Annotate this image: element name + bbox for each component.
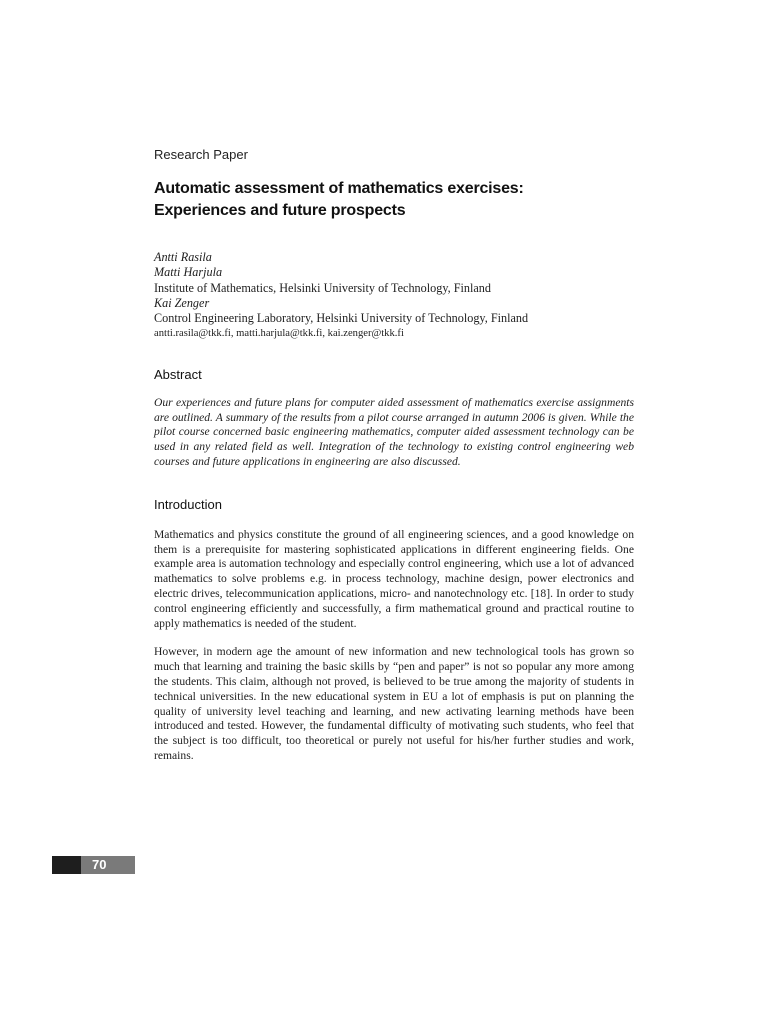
author-block [154,250,634,342]
author-name: Antti Rasila [154,250,212,264]
paper-title-line-2: Experiences and future prospects [154,202,406,219]
body-paragraph: However, in modern age the amount of new information and new technological tools has grown so much that learning and training the basic skills by “pen and paper” is not so popular any more among the students. This claim, although not proved, is believed to be true among the majority of students in technical universities. In the new educational system in EU a lot of emphasis is put on planning the quality of university level teaching and learning, and new activating learning methods have been introduced and tested. However, the fundamental difficulty of motivating such students, who feel that the subject is too difficult, too theoretical or purely not useful for his/her further studies and work, remains. [154,645,634,762]
author-affiliation: Institute of Mathematics, Helsinki University of Technology, Finland [154,280,491,295]
abstract-text: Our experiences and future plans for computer aided assessment of mathematics exercise assignments are outlined. A summary of the results from a pilot course arranged in autumn 2006 is given. While the pilot course concerned basic engineering mathematics, computer aided assessment technology can be used in any related field as well. Integration of the technology to existing control engineering web courses and future applications in engineering are also discussed. [154,395,634,468]
paper-title-line-1: Automatic assessment of mathematics exercises: [154,180,524,197]
page-number-bar [52,856,135,874]
body-paragraph: Mathematics and physics constitute the ground of all engineering sciences, and a good knowledge on them is a prerequisite for mastering sophisticated applications in different engineering fields. One example area is automation technology and especially control engineering, which use a lot of advanced mathematics to solve problems e.g. in process technology, machine design, power electronics and electric drives, telecommunication applications, micro- and nanotechnology etc. [18]. In order to study control engineering efficiently and successfully, a firm mathematical ground and practical routine to apply mathematics is needed of the student. [154,527,634,630]
author-emails: antti.rasila@tkk.fi, matti.harjula@tkk.fi, kai.zenger@tkk.fi [154,328,404,340]
article-type-label: Research Paper [154,147,248,162]
paper-title [154,178,634,222]
abstract-heading: Abstract [154,366,202,382]
author-name: Matti Harjula [154,265,223,280]
page-bar-dark-block [52,856,81,874]
page-number: 70 [81,856,135,874]
paper-content [154,146,634,764]
author-name: Kai Zenger [154,295,210,310]
author-affiliation: Control Engineering Laboratory, Helsinki University of Technology, Finland [154,311,529,326]
introduction-heading: Introduction [154,496,222,512]
